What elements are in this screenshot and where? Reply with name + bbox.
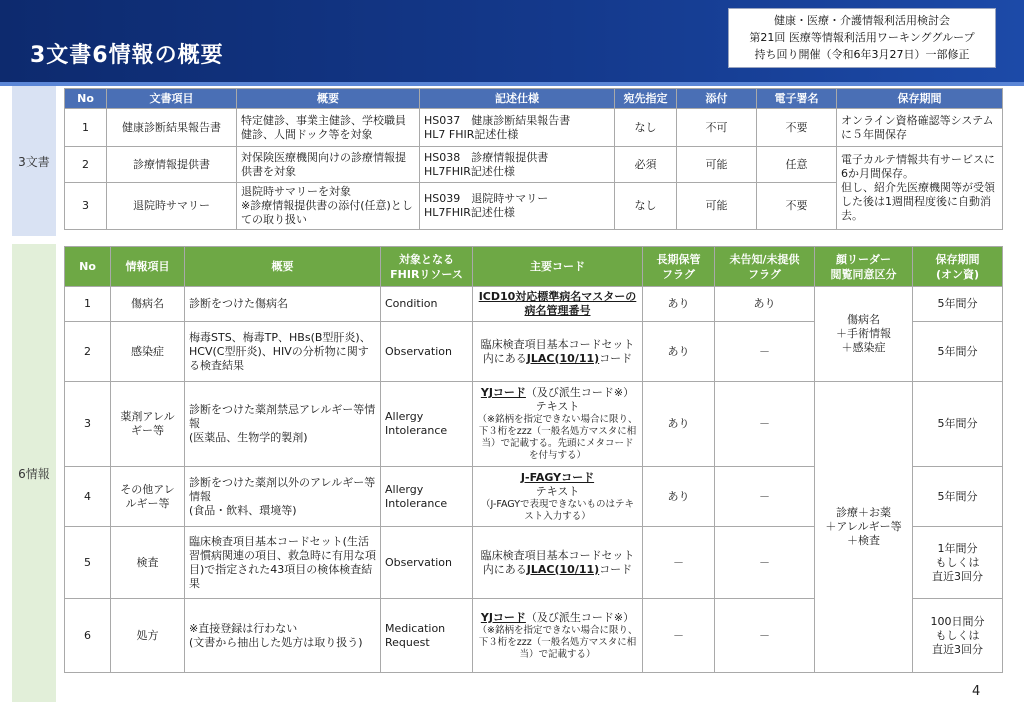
info-no: 3 [65, 382, 111, 467]
table-row [65, 147, 1003, 183]
info-no: 6 [65, 599, 111, 673]
doc-item: 健康診断結果報告書 [107, 109, 237, 147]
docs-header-cell: 電子署名 [757, 89, 837, 109]
doc-sign: 任意 [757, 147, 837, 183]
info-table [64, 246, 1003, 673]
info-fhir: Medication Request [381, 599, 473, 673]
info-retention: 5年間分 [913, 467, 1003, 527]
info-consent: 傷病名 ＋手術情報 ＋感染症 [815, 287, 913, 382]
info-long-flag: あり [643, 382, 715, 467]
info-item: 感染症 [111, 322, 185, 382]
meeting-line-2: 第21回 医療等情報利活用ワーキンググループ [749, 31, 975, 44]
doc-retention: 電子カルテ情報共有サービスに6か月間保存。 但し、紹介先医療機関等が受領した後は1週間程度後に自動消去。 [837, 147, 1003, 230]
info-header-cell: 保存期間 (オン資) [913, 247, 1003, 287]
info-code [473, 382, 643, 467]
doc-summary: 対保険医療機関向けの診療情報提供書を対象 [237, 147, 420, 183]
code-main: ICD10対応標準病名マスターの病名管理番号 [478, 290, 637, 317]
info-summary: 診断をつけた傷病名 [185, 287, 381, 322]
doc-spec: HS038 診療情報提供書 HL7FHIR記述仕様 [420, 147, 615, 183]
doc-dest: なし [615, 109, 677, 147]
code-note: （※銘柄を指定できない場合に限り、下３桁をzzz（一般名処方マスタに相当）で記載する） [477, 624, 638, 660]
docs-header-cell: 宛先指定 [615, 89, 677, 109]
info-no: 2 [65, 322, 111, 382]
info-header-cell: 長期保管 フラグ [643, 247, 715, 287]
info-long-flag: － [643, 599, 715, 673]
info-no: 4 [65, 467, 111, 527]
doc-attach: 可能 [677, 147, 757, 183]
docs-header-cell: 添付 [677, 89, 757, 109]
info-header-cell: 主要コード [473, 247, 643, 287]
doc-sign: 不要 [757, 183, 837, 230]
info-header-cell: 概要 [185, 247, 381, 287]
info-long-flag: － [643, 527, 715, 599]
info-fhir: Observation [381, 527, 473, 599]
info-no: 5 [65, 527, 111, 599]
doc-attach: 可能 [677, 183, 757, 230]
docs-table [64, 88, 1003, 230]
info-item: 処方 [111, 599, 185, 673]
info-retention: 5年間分 [913, 382, 1003, 467]
doc-spec: HS039 退院時サマリー HL7FHIR記述仕様 [420, 183, 615, 230]
doc-summary: 退院時サマリーを対象 ※診療情報提供書の添付(任意)としての取り扱い [237, 183, 420, 230]
page-title: 3文書6情報の概要 [30, 43, 224, 68]
info-no: 1 [65, 287, 111, 322]
info-code [473, 287, 643, 322]
code-sub: テキスト [535, 400, 580, 413]
doc-item: 退院時サマリー [107, 183, 237, 230]
info-fhir: Allergy Intolerance [381, 467, 473, 527]
info-item: 傷病名 [111, 287, 185, 322]
info-header-cell: 情報項目 [111, 247, 185, 287]
info-item: 薬剤アレルギー等 [111, 382, 185, 467]
info-long-flag: あり [643, 467, 715, 527]
doc-no: 2 [65, 147, 107, 183]
code-pre: 臨床検査項目基本コードセット内にある [480, 337, 635, 365]
doc-summary: 特定健診、事業主健診、学校職員健診、人間ドック等を対象 [237, 109, 420, 147]
doc-dest: 必須 [615, 147, 677, 183]
docs-header-cell: 記述仕様 [420, 89, 615, 109]
info-unnotified-flag: － [715, 599, 815, 673]
code-main: J-FAGYコード [520, 470, 595, 484]
info-consent: 診療＋お薬 ＋アレルギー等 ＋検査 [815, 382, 913, 673]
code-post: コード [599, 562, 633, 576]
doc-no: 1 [65, 109, 107, 147]
info-retention: 1年間分 もしくは 直近3回分 [913, 527, 1003, 599]
info-header-cell: 未告知/未提供 フラグ [715, 247, 815, 287]
code-post: （及び派生コード※） [525, 610, 635, 624]
info-code [473, 599, 643, 673]
doc-retention: オンライン資格確認等システムに５年間保存 [837, 109, 1003, 147]
table-row [65, 287, 1003, 322]
info-header-cell: 顔リーダー 閲覧同意区分 [815, 247, 913, 287]
code-post: （及び派生コード※） [525, 386, 635, 399]
info-summary: 診断をつけた薬剤以外のアレルギー等情報 (食品・飲料、環境等) [185, 467, 381, 527]
info-code [473, 527, 643, 599]
table-row [65, 382, 1003, 467]
info-summary: 診断をつけた薬剤禁忌アレルギー等情報 (医薬品、生物学的製剤) [185, 382, 381, 467]
info-unnotified-flag: あり [715, 287, 815, 322]
code-sub: テキスト [535, 484, 580, 498]
meeting-line-3: 持ち回り開催（令和6年3月27日）一部修正 [754, 48, 970, 61]
info-unnotified-flag: － [715, 467, 815, 527]
info-fhir: Observation [381, 322, 473, 382]
info-header-cell: No [65, 247, 111, 287]
info-item: その他アレルギー等 [111, 467, 185, 527]
header-stripe [0, 82, 1024, 86]
doc-no: 3 [65, 183, 107, 230]
table-row [65, 109, 1003, 147]
info-summary: ※直接登録は行わない (文書から抽出した処方は取り扱う) [185, 599, 381, 673]
code-note: （※銘柄を指定できない場合に限り、下３桁をzzz（一般名処方マスタに相当）で記載する。先頭にメタコードを付与する） [477, 414, 638, 461]
info-fhir: Allergy Intolerance [381, 382, 473, 467]
info-retention: 5年間分 [913, 322, 1003, 382]
info-retention: 5年間分 [913, 287, 1003, 322]
code-main: YJコード [480, 610, 526, 624]
code-note: （J-FAGYで表現できないものはテキスト入力する） [480, 498, 634, 522]
info-long-flag: あり [643, 287, 715, 322]
docs-header-cell: No [65, 89, 107, 109]
info-retention: 100日間分 もしくは 直近3回分 [913, 599, 1003, 673]
doc-attach: 不可 [677, 109, 757, 147]
info-summary: 臨床検査項目基本コードセット(生活習慣病関連の項目、救急時に有用な項目)で指定された43項目の検体検査結果 [185, 527, 381, 599]
doc-dest: なし [615, 183, 677, 230]
code-main: JLAC(10/11) [526, 562, 600, 576]
docs-header-row [65, 89, 1003, 109]
info-long-flag: あり [643, 322, 715, 382]
code-main: YJコード [480, 386, 526, 399]
info-code [473, 322, 643, 382]
info-unnotified-flag: － [715, 382, 815, 467]
code-pre: 臨床検査項目基本コードセット内にある [480, 548, 635, 576]
meeting-line-1: 健康・医療・介護情報利活用検討会 [774, 14, 950, 27]
doc-spec: HS037 健康診断結果報告書 HL7 FHIR記述仕様 [420, 109, 615, 147]
info-item: 検査 [111, 527, 185, 599]
side-label-info: 6情報 [12, 244, 56, 702]
code-main: JLAC(10/11) [526, 351, 600, 365]
doc-sign: 不要 [757, 109, 837, 147]
docs-header-cell: 保存期間 [837, 89, 1003, 109]
info-unnotified-flag: － [715, 322, 815, 382]
side-label-docs: 3文書 [12, 86, 56, 236]
docs-header-cell: 文書項目 [107, 89, 237, 109]
info-header-row [65, 247, 1003, 287]
page-number: 4 [972, 684, 981, 699]
info-fhir: Condition [381, 287, 473, 322]
info-code [473, 467, 643, 527]
docs-header-cell: 概要 [237, 89, 420, 109]
info-header-cell: 対象となる FHIRリソース [381, 247, 473, 287]
code-post: コード [599, 351, 633, 365]
info-unnotified-flag: － [715, 527, 815, 599]
doc-item: 診療情報提供書 [107, 147, 237, 183]
meeting-info-box [728, 8, 996, 68]
info-summary: 梅毒STS、梅毒TP、HBs(B型肝炎)、HCV(C型肝炎)、HIVの分析物に関する検査結果 [185, 322, 381, 382]
